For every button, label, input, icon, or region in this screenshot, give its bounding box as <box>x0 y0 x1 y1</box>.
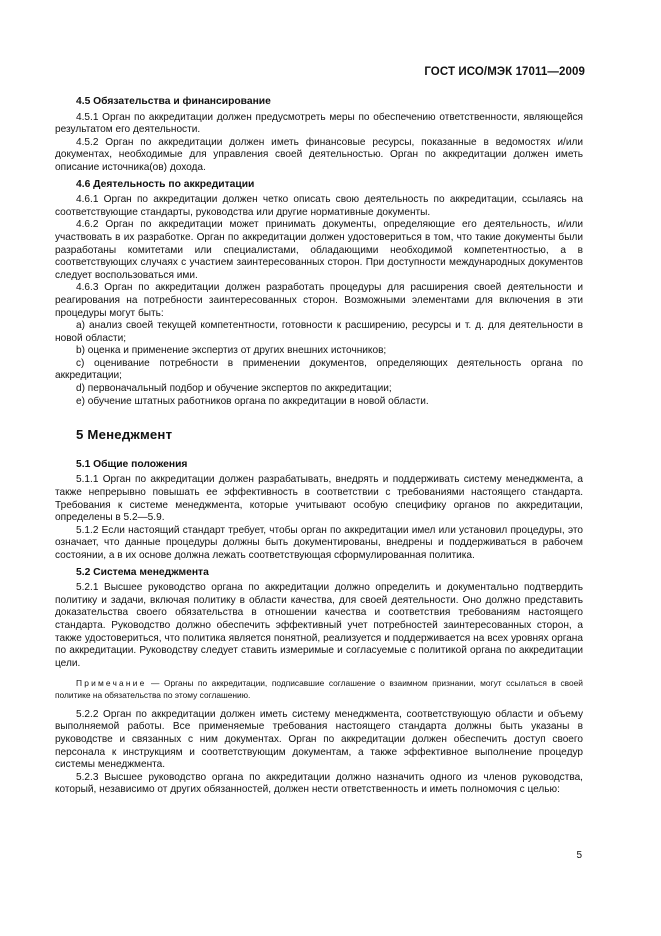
page-content <box>55 92 583 797</box>
list-item-d: d) первоначальный подбор и обучение экспертов по аккредитации; <box>76 383 392 395</box>
section-heading-5-2: 5.2 Система менеджмента <box>76 566 209 578</box>
paragraph-5-2-3: 5.2.3 Высшее руководство органа по аккредитации должно назначить одного из членов руководства, который, независимо от других обязанностей, должен нести ответственность и иметь полномочия с целью: <box>55 771 583 796</box>
note <box>55 678 583 700</box>
paragraph-4-5-1: 4.5.1 Орган по аккредитации должен предусмотреть меры по обеспечению ответственности, являющейся результатом его деятельности. <box>55 111 583 136</box>
list-item-a: a) анализ своей текущей компетентности, готовности к расширению, ресурсы и т. д. для деятельности в новой области; <box>55 320 583 344</box>
paragraph-5-2-2: 5.2.2 Орган по аккредитации должен иметь систему менеджмента, соответствующую области и объему выполняемой работы. Все применяемые требования настоящего стандарта должны быть указаны в руководстве и связанных с ним документах. Орган по аккредитации должен обеспечить доступ своего персонала к инструкциям и соответствующим документам, а также эффективное выполнение процедур системы менеджмента. <box>55 708 583 771</box>
page-number: 5 <box>576 850 582 861</box>
list-item-b: b) оценка и применение экспертиз от других внешних источников; <box>76 345 387 357</box>
paragraph-5-1-2: 5.1.2 Если настоящий стандарт требует, чтобы орган по аккредитации имел или установил процедуры, это означает, что данные процедуры должны быть документированы, внедрены и поддерживаться в рабочем состоянии, а в их основе должна лежать соответствующая сформулированная политика. <box>55 524 583 561</box>
paragraph-4-6-1: 4.6.1 Орган по аккредитации должен четко описать свою деятельность по аккредитации, ссылаясь на соответствующие стандарты, руководства или другие нормативные документы. <box>55 194 583 218</box>
paragraph-4-5-2: 4.5.2 Орган по аккредитации должен иметь финансовые ресурсы, показанные в ведомостях и/или документах, необходимые для управления своей деятельностью. Орган по аккредитации должен иметь описание источника(ов) дохода. <box>55 136 583 173</box>
paragraph-4-6-3: 4.6.3 Орган по аккредитации должен разработать процедуры для расширения своей деятельности и реагирования на потребности заинтересованных сторон. Возможными элементами для включения в эти процедуры могут быть: <box>55 282 583 319</box>
section-heading-4-6: 4.6 Деятельность по аккредитации <box>76 178 255 190</box>
page-header: ГОСТ ИСО/МЭК 17011—2009 <box>424 66 585 78</box>
list-item-c: c) оценивание потребности в применении документов, определяющих деятельность органа по аккредитации; <box>55 357 583 382</box>
paragraph-5-2-1: 5.2.1 Высшее руководство органа по аккредитации должно определить и документально подтвердить политику и задачи, включая политику в области качества, для своей деятельности. Оно должно представить доказательства своего обязательства в отношении качества и соответствия требованиям настоящего стандарта. Руководство должно обеспечить эффективный учет потребностей заинтересованных сторон, а также удостовериться, что политика является понятной, реализуется и поддерживается на всех уровнях органа по аккредитации. Руководству следует ставить измеримые и согласуемые с политикой органа по аккредитации цели. <box>55 582 583 669</box>
paragraph-5-1-1: 5.1.1 Орган по аккредитации должен разрабатывать, внедрять и поддерживать систему менеджмента, а также непрерывно повышать ее эффективность в соответствии с требованиями настоящего стандарта. Требования к системе менеджмента, которые учитывают особую специфику органов по аккредитации, определены в 5.2—5.9. <box>55 474 583 524</box>
section-heading-5-1: 5.1 Общие положения <box>76 458 188 470</box>
section-heading-4-5: 4.5 Обязательства и финансирование <box>76 96 271 107</box>
paragraph-4-6-2: 4.6.2 Орган по аккредитации может принимать документы, определяющие его деятельность, и/или участвовать в их разработке. Орган по аккредитации должен удостовериться в том, что такие документы были разработаны комитетами или специалистами, обладающими необходимой компетентностью, а в соответствующих случаях с участием заинтересованных сторон. При доступности международных документов следует воспользоваться ими. <box>55 219 583 281</box>
note-label: Примечание <box>76 678 147 689</box>
chapter-heading-5: 5 Менеджмент <box>76 427 173 443</box>
list-item-e: e) обучение штатных работников органа по аккредитации в новой области. <box>76 395 429 407</box>
note-text: — Органы по аккредитации, подписавшие соглашение о взаимном признании, могут ссылаться в своей политике на обязательства по этому соглашению. <box>55 678 583 700</box>
